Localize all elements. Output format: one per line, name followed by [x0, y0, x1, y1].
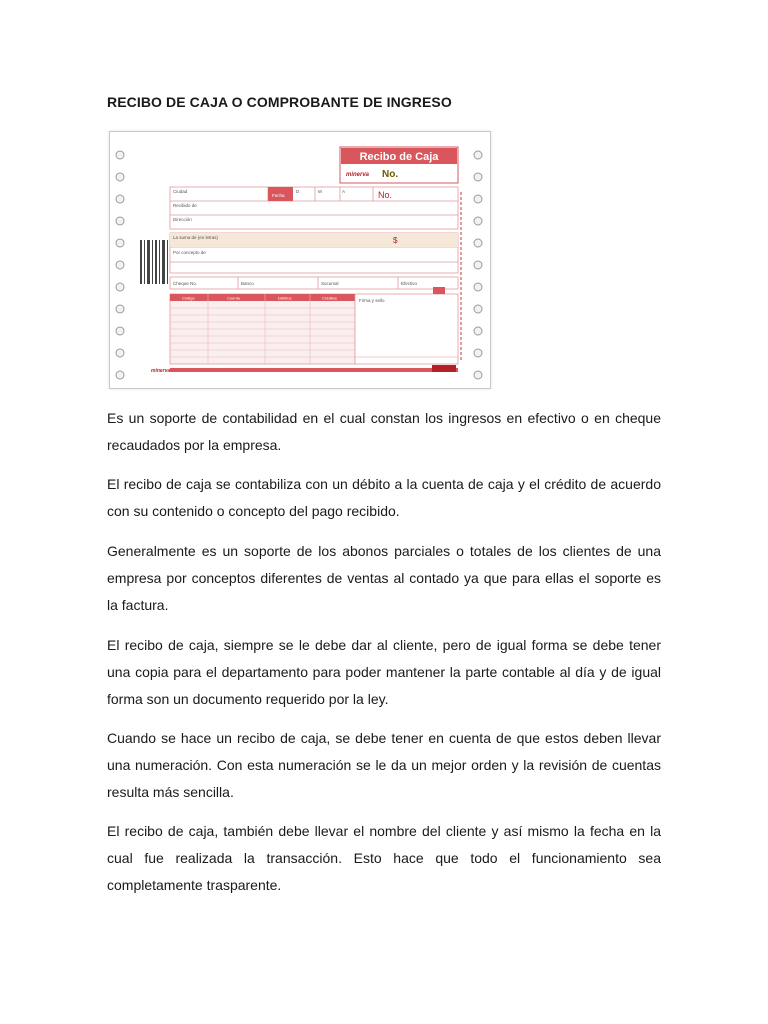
field-recibido: Recibido de [173, 203, 197, 208]
table-header-0: Código [182, 295, 195, 301]
field-concepto: Por concepto de [173, 250, 206, 255]
field-fecha: Fecha [272, 193, 285, 198]
brand-label: minerva [346, 172, 370, 178]
field-m: M [318, 189, 322, 194]
field-cheque: Cheque No. [173, 281, 198, 286]
paragraph-4: El recibo de caja, siempre se le debe dar al cliente, pero de igual forma se debe tener una copia para el departamento para poder mantener la parte contable al día y de igual forma son un documento requerido por la ley. [107, 637, 661, 707]
paragraph-6: El recibo de caja, también debe llevar el nombre del cliente y así mismo la fecha en la cual fue realizada la transacción. Esto hace que todo el funcionamiento sea completamente trasparente. [107, 823, 661, 893]
form-header-title: Recibo de Caja [359, 151, 439, 163]
paragraph-2: El recibo de caja se contabiliza con un débito a la cuenta de caja y el crédito de acuerdo con su contenido o concepto del pago recibido. [107, 476, 661, 519]
field-ciudad: Ciudad [173, 189, 188, 194]
field-banco: Banco [241, 281, 254, 286]
barcode-icon [140, 240, 168, 284]
field-dollar: $ [393, 236, 398, 245]
receipt-form-image [109, 131, 491, 389]
paragraph-5: Cuando se hace un recibo de caja, se debe tener en cuenta de que estos deben llevar una numeración. Con esta numeración se le da un mejor orden y la revisión de cuentas resulta más sencilla. [107, 730, 661, 800]
field-efectivo: Efectivo [401, 281, 418, 286]
field-d: D [296, 189, 300, 194]
number-label: No. [382, 169, 399, 180]
field-a: A [342, 189, 346, 194]
paragraph-1: Es un soporte de contabilidad en el cual constan los ingresos en efectivo o en cheque recaudados por la empresa. [107, 410, 661, 453]
footer-brand: minerva [151, 368, 171, 374]
table-header-2: Débitos [278, 295, 292, 301]
field-no: No. [378, 190, 393, 200]
field-suma: La suma de (en letras) [173, 235, 219, 240]
feed-holes-left [116, 151, 124, 379]
table-header-3: Créditos [322, 295, 337, 301]
receipt-form-drawing [110, 132, 490, 388]
field-firma: Firma y sello [359, 298, 385, 303]
table-header-1: Cuenta [227, 295, 240, 301]
field-sucursal: Sucursal [321, 281, 339, 286]
field-direccion: Dirección [173, 217, 192, 222]
document-title: RECIBO DE CAJA O COMPROBANTE DE INGRESO [107, 94, 452, 110]
paragraph-3: Generalmente es un soporte de los abonos parciales o totales de los clientes de una empresa por conceptos diferentes de ventas al contado ya que para ellas el soporte es la factura. [107, 543, 661, 613]
feed-holes-right [474, 151, 482, 379]
